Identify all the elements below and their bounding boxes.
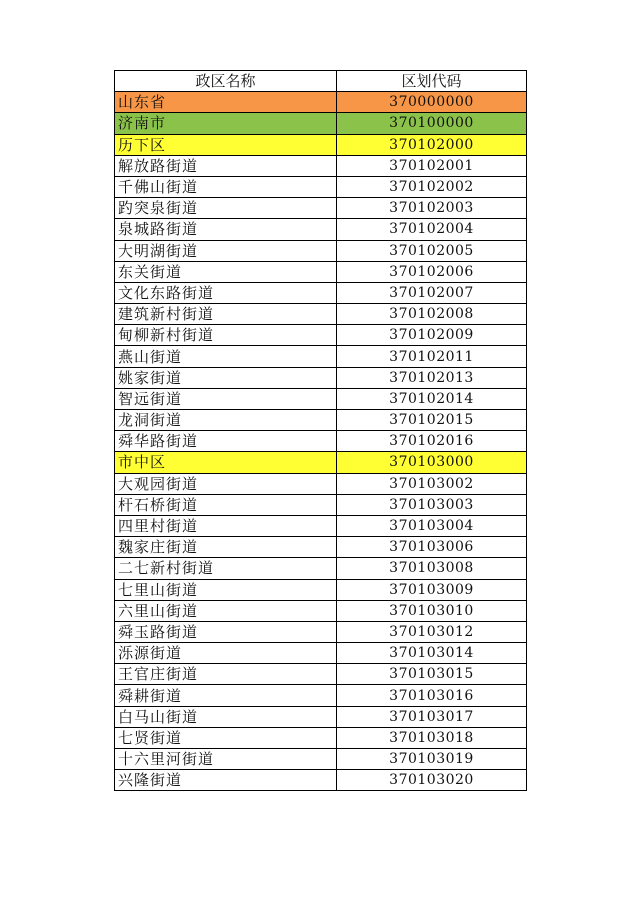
division-name-cell: 七里山街道 <box>115 579 337 600</box>
division-code-cell: 370102002 <box>337 176 527 197</box>
division-code-cell: 370103017 <box>337 706 527 727</box>
division-code-cell: 370103014 <box>337 643 527 664</box>
division-name-cell: 六里山街道 <box>115 600 337 621</box>
table-row <box>115 621 527 642</box>
table-row <box>115 155 527 176</box>
division-code-cell: 370102005 <box>337 240 527 261</box>
table-row <box>115 685 527 706</box>
table-row <box>115 770 527 791</box>
division-code-cell: 370103008 <box>337 558 527 579</box>
division-name-cell: 解放路街道 <box>115 155 337 176</box>
division-code-cell: 370103016 <box>337 685 527 706</box>
division-code-cell: 370102009 <box>337 325 527 346</box>
table-row <box>115 198 527 219</box>
table-row <box>115 176 527 197</box>
table-row <box>115 537 527 558</box>
table-row <box>115 579 527 600</box>
division-code-cell: 370103003 <box>337 494 527 515</box>
division-name-cell: 舜耕街道 <box>115 685 337 706</box>
table-row <box>115 219 527 240</box>
division-name-cell: 市中区 <box>115 452 337 473</box>
table-row <box>115 727 527 748</box>
division-name-cell: 二七新村街道 <box>115 558 337 579</box>
table-row <box>115 282 527 303</box>
division-code-cell: 370102003 <box>337 198 527 219</box>
division-code-cell: 370102001 <box>337 155 527 176</box>
table-row <box>115 431 527 452</box>
division-name-cell: 杆石桥街道 <box>115 494 337 515</box>
division-name-cell: 魏家庄街道 <box>115 537 337 558</box>
division-name-cell: 燕山街道 <box>115 346 337 367</box>
division-name-cell: 七贤街道 <box>115 727 337 748</box>
division-name-cell: 泉城路街道 <box>115 219 337 240</box>
table-row <box>115 134 527 155</box>
division-name-cell: 济南市 <box>115 113 337 134</box>
division-name-cell: 姚家街道 <box>115 367 337 388</box>
division-code-cell: 370103015 <box>337 664 527 685</box>
division-name-cell: 兴隆街道 <box>115 770 337 791</box>
division-code-cell: 370103018 <box>337 727 527 748</box>
table-row <box>115 452 527 473</box>
division-code-cell: 370102006 <box>337 261 527 282</box>
division-name-cell: 千佛山街道 <box>115 176 337 197</box>
division-code-cell: 370102011 <box>337 346 527 367</box>
division-name-cell: 甸柳新村街道 <box>115 325 337 346</box>
table-row <box>115 367 527 388</box>
division-code-cell: 370102008 <box>337 304 527 325</box>
column-header-code: 区划代码 <box>337 71 527 92</box>
table-row <box>115 346 527 367</box>
table-row <box>115 304 527 325</box>
division-code-cell: 370103006 <box>337 537 527 558</box>
division-code-cell: 370103019 <box>337 749 527 770</box>
division-name-cell: 舜华路街道 <box>115 431 337 452</box>
division-name-cell: 山东省 <box>115 92 337 113</box>
division-name-cell: 四里村街道 <box>115 515 337 536</box>
division-code-cell: 370102013 <box>337 367 527 388</box>
division-code-cell: 370102014 <box>337 388 527 409</box>
division-code-cell: 370103020 <box>337 770 527 791</box>
division-code-cell: 370000000 <box>337 92 527 113</box>
division-code-cell: 370103000 <box>337 452 527 473</box>
table-row <box>115 664 527 685</box>
division-name-cell: 大观园街道 <box>115 473 337 494</box>
division-name-cell: 王官庄街道 <box>115 664 337 685</box>
division-name-cell: 趵突泉街道 <box>115 198 337 219</box>
division-name-cell: 舜玉路街道 <box>115 621 337 642</box>
division-name-cell: 大明湖街道 <box>115 240 337 261</box>
table-row <box>115 706 527 727</box>
division-name-cell: 建筑新村街道 <box>115 304 337 325</box>
table-row <box>115 558 527 579</box>
table-row <box>115 515 527 536</box>
division-name-cell: 历下区 <box>115 134 337 155</box>
division-name-cell: 白马山街道 <box>115 706 337 727</box>
table-row <box>115 261 527 282</box>
division-code-sheet <box>114 70 526 791</box>
table-row <box>115 325 527 346</box>
table-row <box>115 600 527 621</box>
division-code-cell: 370102000 <box>337 134 527 155</box>
division-name-cell: 东关街道 <box>115 261 337 282</box>
table-body <box>115 92 527 791</box>
division-code-cell: 370102015 <box>337 410 527 431</box>
division-code-cell: 370103004 <box>337 515 527 536</box>
division-name-cell: 泺源街道 <box>115 643 337 664</box>
column-header-name: 政区名称 <box>115 71 337 92</box>
table-row <box>115 388 527 409</box>
division-code-cell: 370100000 <box>337 113 527 134</box>
division-code-cell: 370103012 <box>337 621 527 642</box>
table-row <box>115 240 527 261</box>
division-code-cell: 370102007 <box>337 282 527 303</box>
division-code-cell: 370103010 <box>337 600 527 621</box>
division-name-cell: 文化东路街道 <box>115 282 337 303</box>
division-name-cell: 十六里河街道 <box>115 749 337 770</box>
division-code-table <box>114 70 527 791</box>
table-header-row <box>115 71 527 92</box>
division-code-cell: 370103002 <box>337 473 527 494</box>
division-code-cell: 370103009 <box>337 579 527 600</box>
table-row <box>115 643 527 664</box>
division-name-cell: 龙洞街道 <box>115 410 337 431</box>
table-row <box>115 113 527 134</box>
division-code-cell: 370102016 <box>337 431 527 452</box>
division-code-cell: 370102004 <box>337 219 527 240</box>
table-row <box>115 473 527 494</box>
table-row <box>115 410 527 431</box>
division-name-cell: 智远街道 <box>115 388 337 409</box>
table-row <box>115 749 527 770</box>
table-row <box>115 92 527 113</box>
table-row <box>115 494 527 515</box>
